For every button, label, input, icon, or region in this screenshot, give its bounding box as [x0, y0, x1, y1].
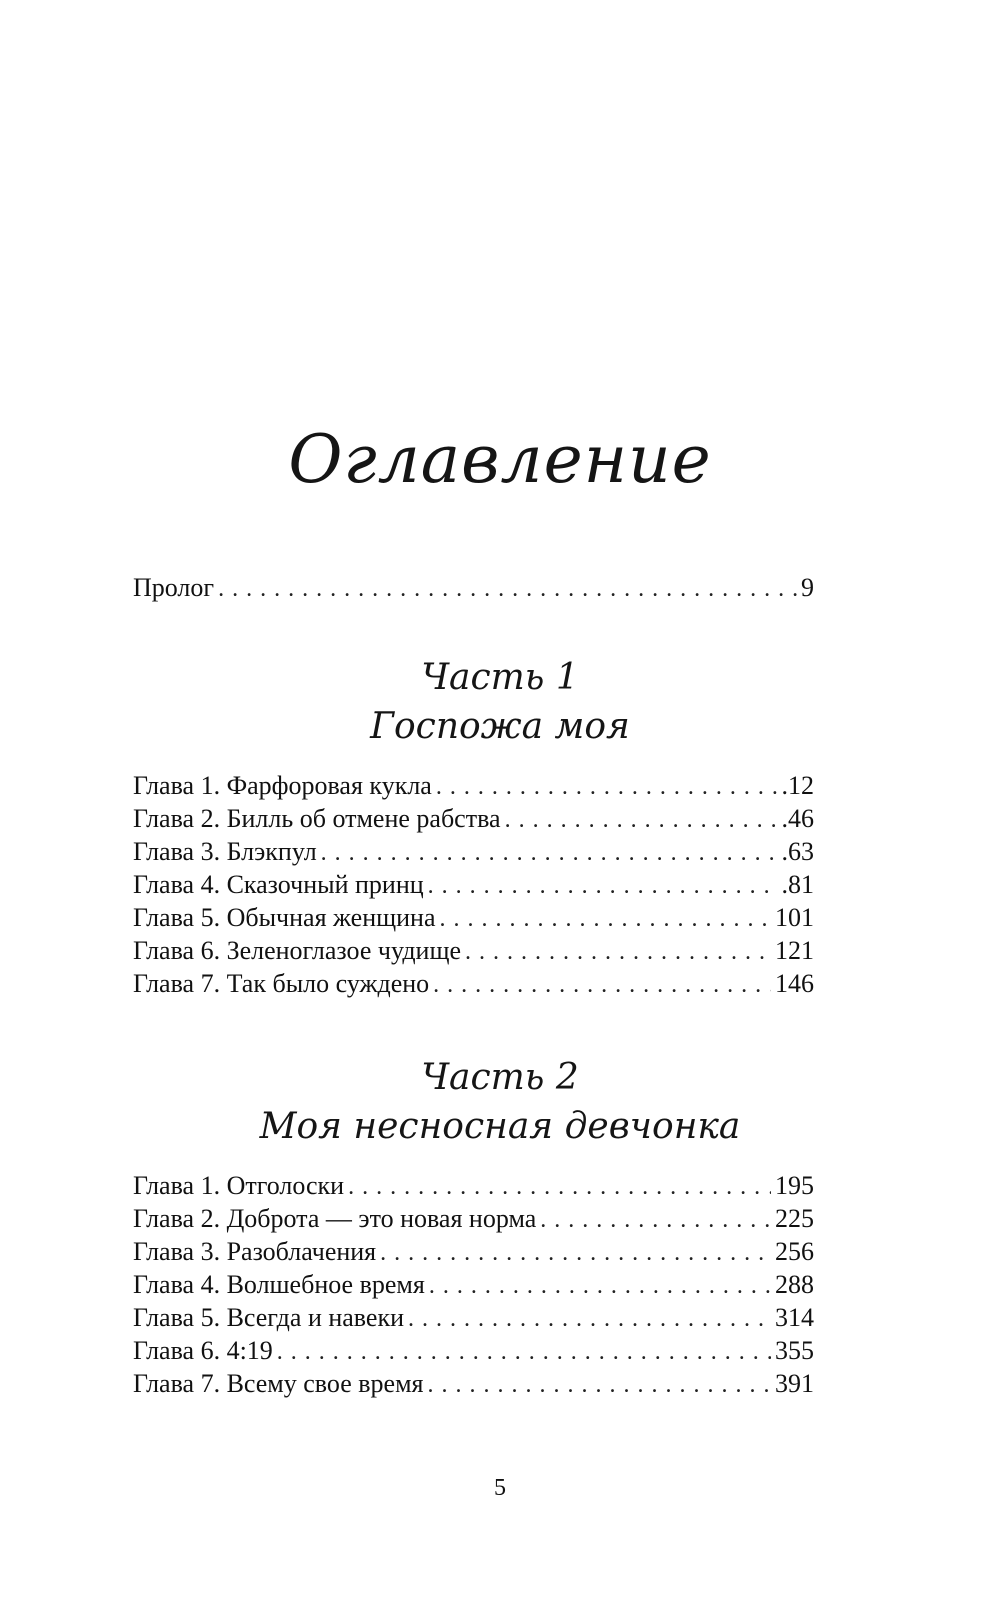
dot-leader [218, 573, 797, 605]
toc-page-number: 256 [775, 1237, 814, 1266]
dot-leader [380, 1237, 771, 1269]
part-1-number: Часть 1 [421, 657, 579, 698]
part-1-name: Госпожа моя [370, 706, 630, 747]
toc-label: Пролог [133, 573, 215, 602]
toc-row[interactable] [133, 1335, 814, 1367]
toc-label: Глава 1. Фарфоровая кукла [133, 771, 432, 800]
dot-leader [277, 1336, 771, 1368]
toc-label: Глава 3. Разоблачения [133, 1237, 377, 1266]
toc-page-number: 9 [801, 573, 814, 602]
dot-leader [429, 1270, 771, 1302]
part-2-number: Часть 2 [421, 1057, 579, 1098]
toc-page-number: 314 [775, 1303, 814, 1332]
dot-leader [321, 837, 778, 869]
dot-leader [440, 903, 772, 935]
toc-row[interactable] [133, 1302, 814, 1334]
page-number: 5 [494, 1475, 506, 1501]
toc-label: Глава 1. Отголоски [133, 1171, 345, 1200]
toc-label: Глава 5. Обычная женщина [133, 903, 436, 932]
dot-leader [436, 771, 778, 803]
toc-row[interactable] [133, 1269, 814, 1301]
dot-leader [505, 804, 778, 836]
toc-label: Глава 4. Волшебное время [133, 1270, 425, 1299]
toc-row[interactable] [133, 803, 814, 835]
toc-page-number: .12 [781, 771, 814, 800]
toc-label: Глава 2. Билль об отмене рабства [133, 804, 501, 833]
part-2-name: Моя несносная девчонка [259, 1106, 741, 1147]
toc-row[interactable] [133, 770, 814, 802]
toc-row[interactable] [133, 836, 814, 868]
dot-leader [428, 870, 778, 902]
toc-label: Глава 4. Сказочный принц [133, 870, 424, 899]
dot-leader [540, 1204, 771, 1236]
toc-label: Глава 2. Доброта — это новая норма [133, 1204, 537, 1233]
dot-leader [465, 936, 771, 968]
toc-label: Глава 7. Так было суждено [133, 969, 430, 998]
toc-page-number: .81 [781, 870, 814, 899]
toc-label: Глава 5. Всегда и навеки [133, 1303, 405, 1332]
toc-row[interactable] [133, 1236, 814, 1268]
toc-page-number: .46 [781, 804, 814, 833]
page-title: Оглавление [288, 421, 712, 498]
toc-page-number: 355 [775, 1336, 814, 1365]
toc-label: Глава 3. Блэкпул [133, 837, 317, 866]
toc-row[interactable] [133, 1170, 814, 1202]
toc-label: Глава 6. 4:19 [133, 1336, 273, 1365]
toc-row[interactable] [133, 902, 814, 934]
toc-row[interactable] [133, 869, 814, 901]
toc-page-number: 391 [775, 1369, 814, 1398]
toc-page-number: 195 [775, 1171, 814, 1200]
toc-page-number: .63 [781, 837, 814, 866]
toc-page-number: 101 [775, 903, 814, 932]
toc-row[interactable] [133, 1368, 814, 1400]
toc-page-number: 146 [775, 969, 814, 998]
toc-row[interactable] [133, 935, 814, 967]
toc-label: Глава 7. Всему свое время [133, 1369, 424, 1398]
toc-row-prologue[interactable] [133, 572, 814, 604]
dot-leader [433, 969, 771, 1001]
dot-leader [427, 1369, 771, 1401]
dot-leader [348, 1171, 771, 1203]
dot-leader [408, 1303, 771, 1335]
toc-label: Глава 6. Зеленоглазое чудище [133, 936, 462, 965]
toc-row[interactable] [133, 1203, 814, 1235]
toc-page-number: 225 [775, 1204, 814, 1233]
toc-row[interactable] [133, 968, 814, 1000]
toc-page-number: 288 [775, 1270, 814, 1299]
toc-page-number: 121 [775, 936, 814, 965]
